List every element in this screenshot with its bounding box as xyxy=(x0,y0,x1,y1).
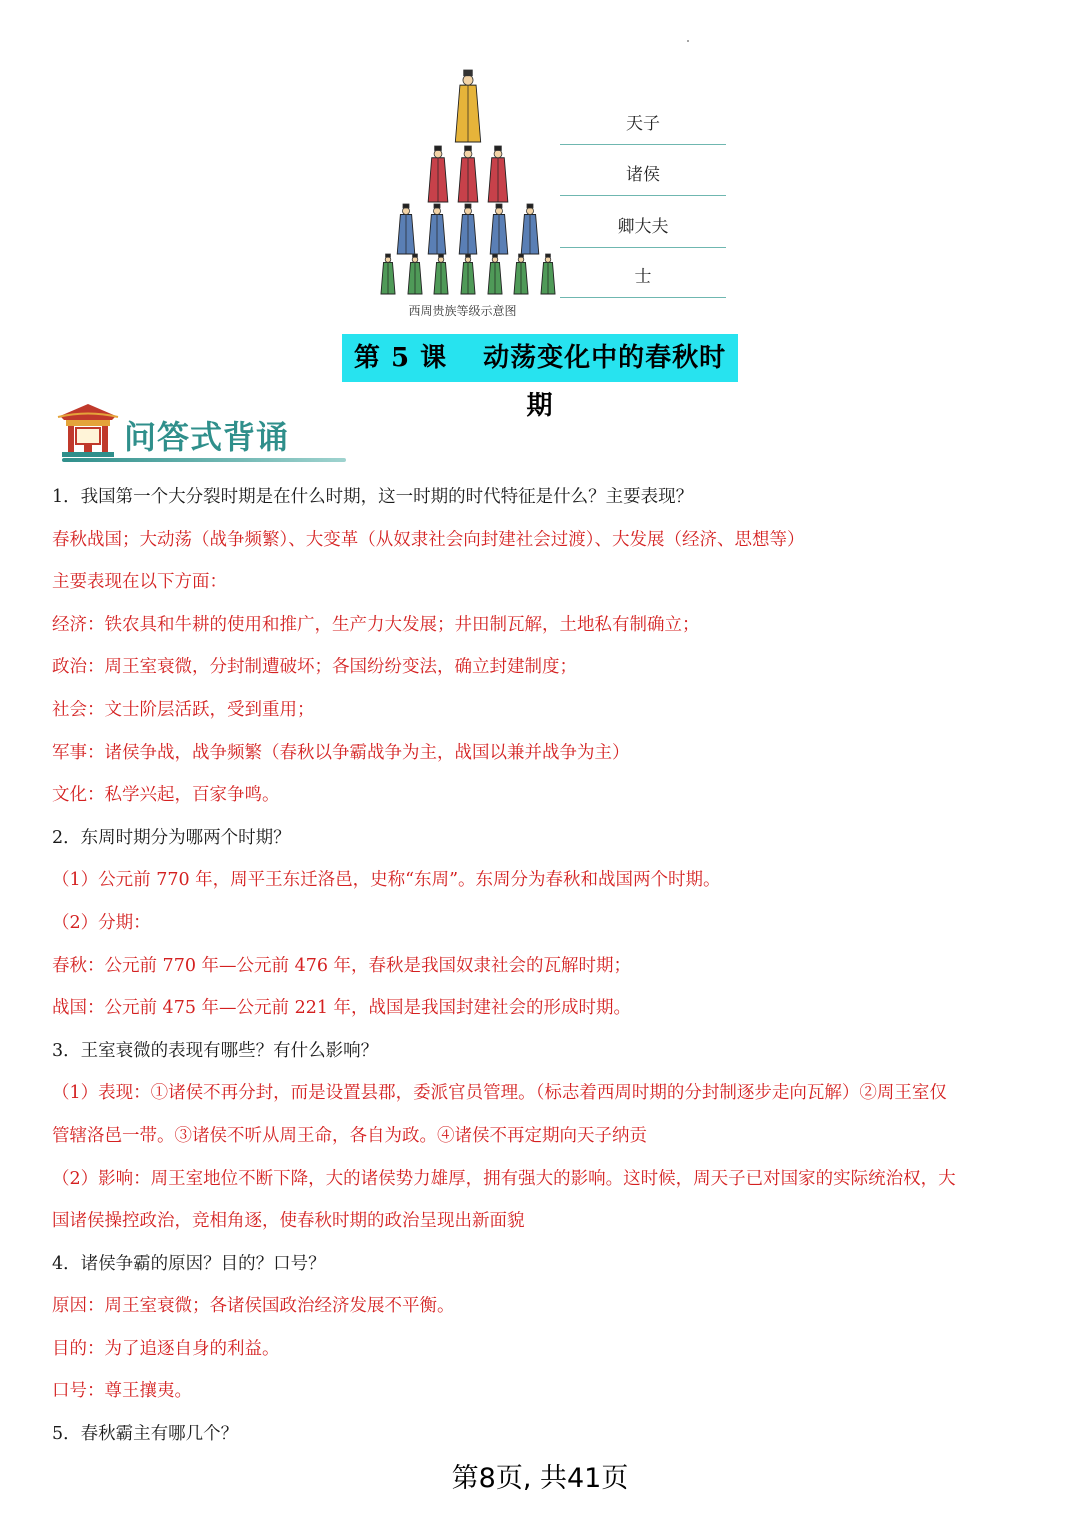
diagram-caption: 西周贵族等级示意图 xyxy=(408,304,517,318)
answer-line: 目的：为了追逐自身的利益。 xyxy=(52,1338,280,1359)
answer-line: （2）分期： xyxy=(52,912,151,933)
rank-label-tianzi: 天子 xyxy=(560,104,726,145)
answer-line: 军事：诸侯争战，战争频繁（春秋以争霸战争为主，战国以兼并战争为主） xyxy=(52,742,630,763)
question-line: 5．春秋霸主有哪几个？ xyxy=(52,1424,239,1445)
lesson-number: 第 5 课 xyxy=(353,343,448,373)
answer-line: 管辖洛邑一带。③诸侯不听从周王命，各自为政。④诸侯不再定期向天子纳贡 xyxy=(52,1125,647,1146)
noble-figure xyxy=(541,254,555,294)
answer-line: 社会：文士阶层活跃，受到重用； xyxy=(52,699,315,720)
answer-line: 春秋：公元前 770 年—公元前 476 年，春秋是我国奴隶社会的瓦解时期； xyxy=(52,955,632,976)
answer-line: （1）公元前 770 年，周平王东迁洛邑，史称“东周”。东周分为春秋和战国两个时期。 xyxy=(52,870,721,891)
stray-dot xyxy=(687,40,689,42)
answer-line: 主要表现在以下方面： xyxy=(52,572,227,593)
noble-figure xyxy=(458,146,478,202)
answer-line: 国诸侯操控政治，竞相角逐，使春秋时期的政治呈现出新面貌 xyxy=(52,1211,525,1232)
page-footer: 第8页, 共41页 xyxy=(451,1463,629,1494)
noble-figure xyxy=(455,70,480,142)
noble-figure xyxy=(490,204,508,254)
rank-label-zhuhou: 诸侯 xyxy=(560,155,726,196)
section-underline xyxy=(62,458,346,462)
noble-figure xyxy=(428,146,448,202)
answer-line: 原因：周王室衰微；各诸侯国政治经济发展不平衡。 xyxy=(52,1296,455,1317)
noble-figure xyxy=(428,204,446,254)
section-heading-text: 问答式背诵 xyxy=(124,418,290,456)
noble-figure xyxy=(381,254,395,294)
answer-line: 文化：私学兴起，百家争鸣。 xyxy=(52,785,280,806)
noble-figure xyxy=(459,204,477,254)
answer-line: 战国：公元前 475 年—公元前 221 年，战国是我国封建社会的形成时期。 xyxy=(52,998,632,1019)
pyramid-figures-illustration xyxy=(368,66,558,296)
noble-figure xyxy=(434,254,448,294)
noble-figure xyxy=(514,254,528,294)
lesson-title xyxy=(342,334,738,421)
rank-label-shi: 士 xyxy=(560,257,726,298)
rank-label-qingdafu: 卿大夫 xyxy=(560,207,726,248)
noble-figure xyxy=(408,254,422,294)
qa-content xyxy=(52,476,1042,1456)
section-heading xyxy=(56,400,356,464)
noble-figure xyxy=(397,204,415,254)
answer-line: （2）影响：周王室地位不断下降，大的诸侯势力雄厚，拥有强大的影响。这时候，周天子已对国家的实际统治权，大 xyxy=(52,1168,956,1189)
answer-line: 口号：尊王攘夷。 xyxy=(52,1381,192,1402)
lesson-name: 动荡变化中的春秋时期 xyxy=(483,343,727,421)
question-line: 2．东周时期分为哪两个时期？ xyxy=(52,827,291,848)
answer-line: 政治：周王室衰微，分封制遭破坏；各国纷纷变法，确立封建制度； xyxy=(52,657,577,678)
noble-figure xyxy=(461,254,475,294)
noble-figure xyxy=(488,254,502,294)
answer-line: 春秋战国；大动荡（战争频繁）、大变革（从奴隶社会向封建社会过渡）、大发展（经济、思想等） xyxy=(52,529,805,550)
answer-line: （1）表现：①诸侯不再分封，而是设置县郡，委派官员管理。（标志着西周时期的分封制逐步走向瓦解）②周王室仅 xyxy=(52,1083,947,1104)
noble-figure xyxy=(488,146,508,202)
noble-figure xyxy=(521,204,539,254)
question-line: 3．王室衰微的表现有哪些？有什么影响？ xyxy=(52,1040,379,1061)
question-line: 4．诸侯争霸的原因？目的？口号？ xyxy=(52,1253,326,1274)
answer-line: 经济：铁农具和牛耕的使用和推广，生产力大发展；井田制瓦解，土地私有制确立； xyxy=(52,614,700,635)
pavilion-icon xyxy=(56,400,120,460)
question-line: 1．我国第一个大分裂时期是在什么时期，这一时期的时代特征是什么？主要表现？ xyxy=(52,487,694,507)
noble-hierarchy-diagram xyxy=(360,66,740,326)
